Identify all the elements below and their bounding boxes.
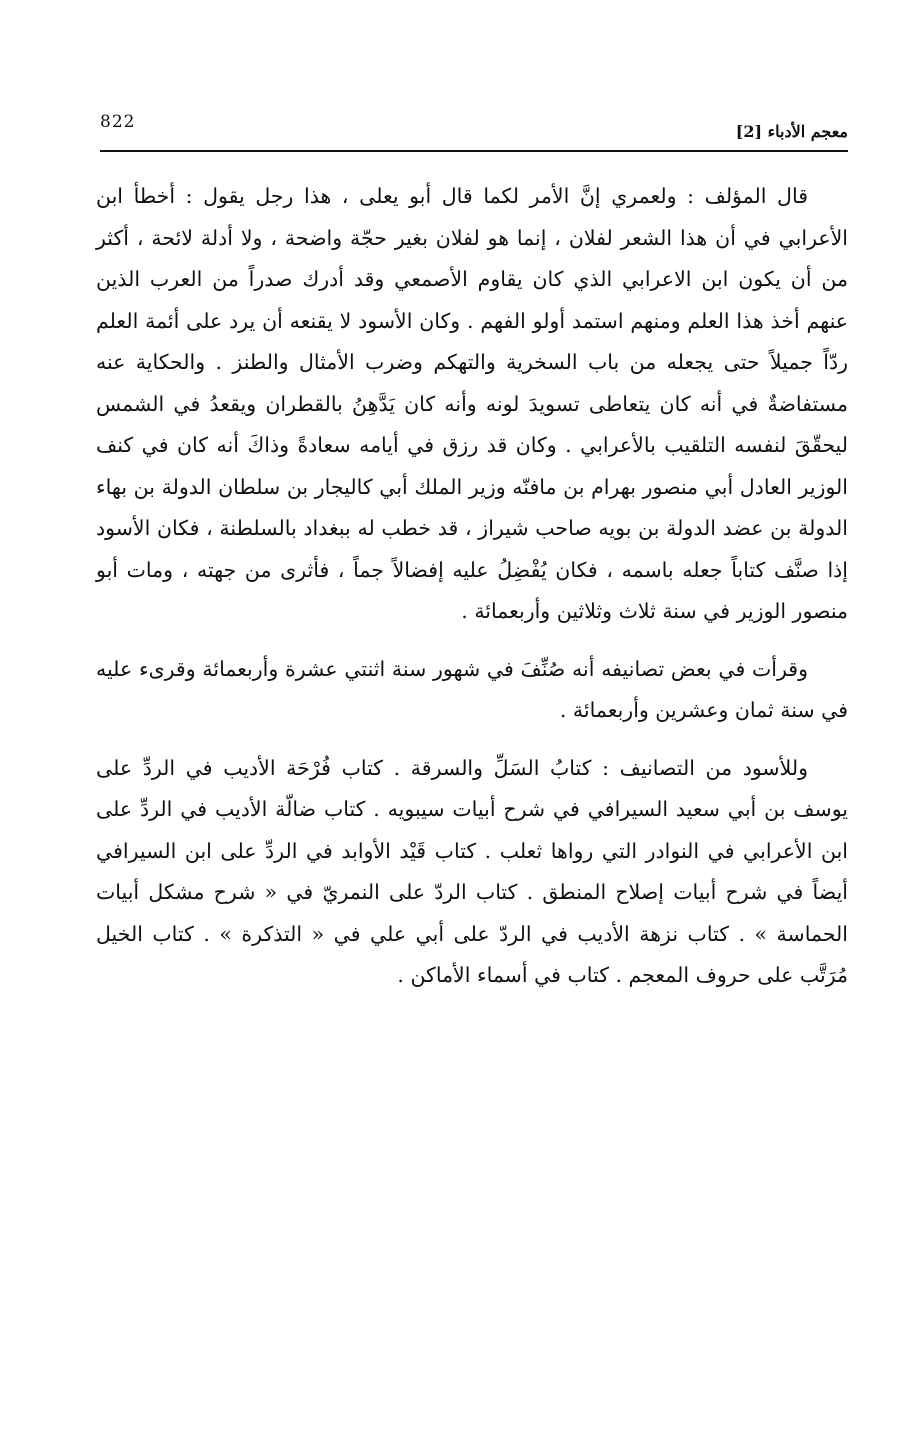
page-header bbox=[100, 112, 848, 152]
paragraph-author-commentary: قال المؤلف : ولعمري إنَّ الأمر لكما قال أبو يعلى ، هذا رجل يقول : أخطأ ابن الأعرابي في أن هذا الشعر لفلان ، إنما هو لفلان بغير حجّة واضحة ، ولا أدلة لائحة ، أكثر من أن يكون ابن الاعرابي الذي كان يقاوم الأصمعي وقد أدرك صدراً من العرب الذين عنهم أخذ هذا العلم ومنهم استمد أولو الفهم . وكان الأسود لا يقنعه أن يرد على أئمة العلم ردّاً جميلاً حتى يجعله من باب السخرية والتهكم وضرب الأمثال والطنز . والحكاية عنه مستفاضةٌ في أنه كان يتعاطى تسويدَ لونه وأنه كان يَدَّهِنُ بالقطران ويقعدُ في الشمس ليحقّقَ لنفسه التلقيب بالأعرابي . وكان قد رزق في أيامه سعادةً وذاكَ أنه كان في كنف الوزير العادل أبي منصور بهرام بن مافنّه وزير الملك أبي كاليجار بن سلطان الدولة بن بهاء الدولة بن عضد الدولة بن بويه صاحب شيراز ، قد خطب له ببغداد بالسلطنة ، فكان الأسود إذا صنَّف كتاباً جعله باسمه ، فكان يُفْضِلُ عليه إفضالاً جماً ، فأثرى من جهته ، ومات أبو منصور الوزير في سنة ثلاث وثلاثين وأربعمائة . bbox=[96, 184, 848, 623]
running-title: معجم الأدباء [2] bbox=[735, 122, 848, 141]
body-text bbox=[96, 176, 848, 997]
paragraph-reading-note: وقرأت في بعض تصانيفه أنه صُنِّفَ في شهور سنة اثنتي عشرة وأربعمائة وقرىء عليه في سنة ثمان وعشرين وأربعمائة . bbox=[96, 656, 848, 722]
page-number: 822 bbox=[100, 112, 136, 132]
paragraph-works-list: وللأسود من التصانيف : كتابُ السَلِّ والسرقة . كتاب فُرْحَة الأديب في الردِّ على يوسف بن أبي سعيد السيرافي في شرح أبيات سيبويه . كتاب ضالّة الأديب في الردِّ على ابن الأعرابي في النوادر التي رواها ثعلب . كتاب قَيْد الأوابد في الردِّ على ابن السيرافي أيضاً في شرح أبيات إصلاح المنطق . كتاب الردّ على النمريّ في « شرح مشكل أبيات الحماسة » . كتاب نزهة الأديب في الردّ على أبي علي في « التذكرة » . كتاب الخيل مُرَتَّب على حروف المعجم . كتاب في أسماء الأماكن . bbox=[96, 755, 848, 987]
